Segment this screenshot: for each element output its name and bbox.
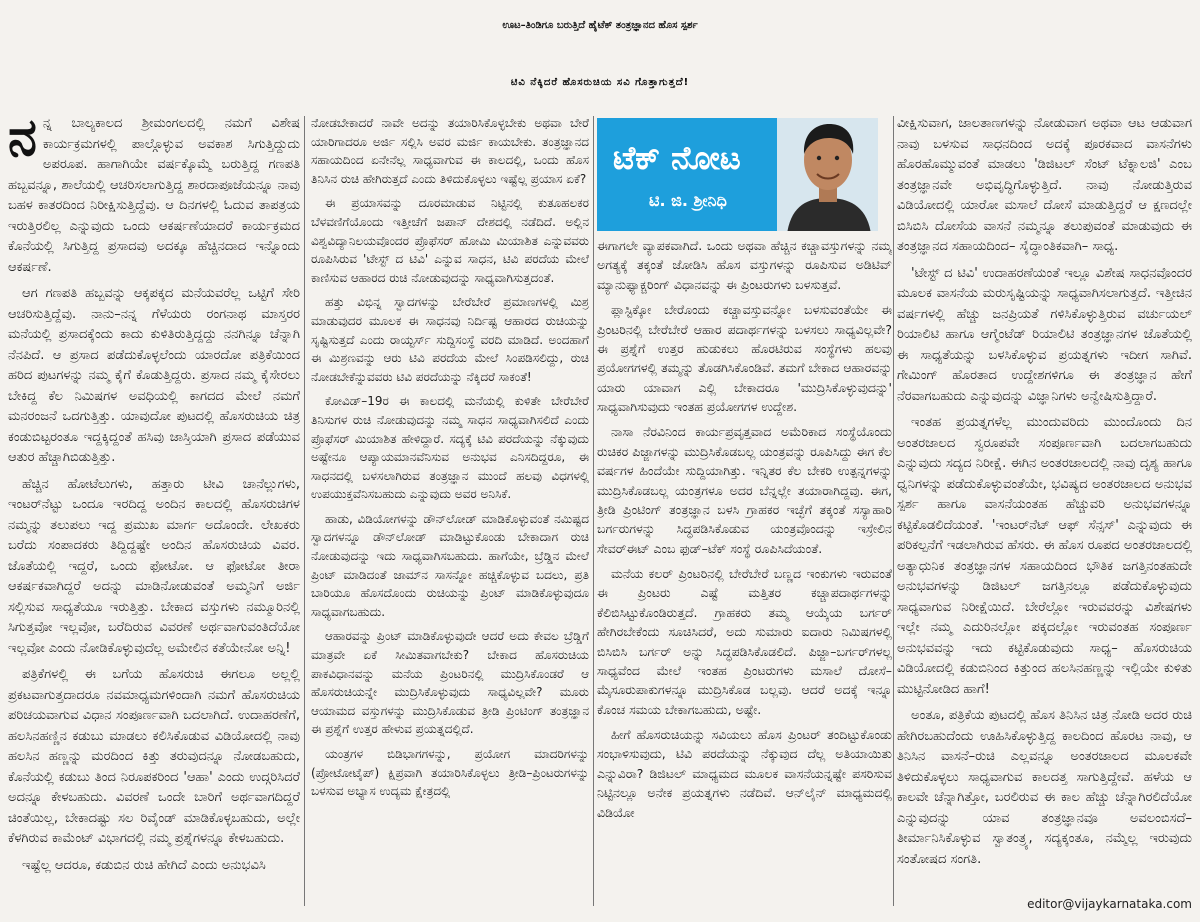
tech-column-banner bbox=[597, 118, 878, 231]
drop-cap: ನ bbox=[8, 114, 37, 168]
article-paragraph: ಇಂತಹ ಪ್ರಯತ್ನಗಳೆಲ್ಲ ಮುಂದುವರಿದು ಮುಂದೊಂದು ದಿನ ಅಂತರಜಾಲದ ಸ್ವರೂಪವೇ ಸಂಪೂರ್ಣವಾಗಿ ಬದಲಾಗಬಹುದು ಎನ್ನುವುದು ಸದ್ಯದ ನಿರೀಕ್ಷೆ. ಈಗಿನ ಅಂತರಜಾಲದಲ್ಲಿ ನಾವು ದೃಶ್ಯ ಹಾಗೂ ಧ್ವನಿಗಳನ್ನು ಪಡೆದುಕೊಳ್ಳುವಂತೆಯೇ, ಭವಿಷ್ಯದ ಅಂತರಜಾಲದ ಅನುಭವ ಸ್ಪರ್ಶ ಹಾಗೂ ವಾಸನೆಯಂತಹ ಹೆಚ್ಚುವರಿ ಅನುಭವಗಳನ್ನೂ ಕಟ್ಟಿಕೊಡಲಿದೆಯಂತೆ. 'ಇಂಟರ್‌ನೆಟ್ ಆಫ್ ಸೆನ್ಸಸ್' ಎನ್ನುವುದು ಈ ಪರಿಕಲ್ಪನೆಗೆ ಇಡಲಾಗಿರುವ ಹೆಸರು. ಈ ಹೊಸ ರೂಪದ ಅಂತರಜಾಲದಲ್ಲಿ ಅತ್ಯಾಧುನಿಕ ತಂತ್ರಜ್ಞಾನಗಳ ಸಹಾಯದಿಂದ ಭೌತಿಕ ಜಗತ್ತಿನಂತಹುದೇ ಅನುಭವಗಳನ್ನು ಡಿಜಿಟಲ್ ಜಗತ್ತಿನಲ್ಲೂ ಪಡೆದುಕೊಳ್ಳುವುದು ಸಾಧ್ಯವಾಗುವ ನಿರೀಕ್ಷೆಯಿದೆ. ಬೇರೆಲ್ಲೋ ಇರುವವರನ್ನು ವಿಶೇಷಗಳು ಇಲ್ಲೇ ನಮ್ಮ ಎದುರಿನಲ್ಲೋ ಪಕ್ಕದಲ್ಲೋ ಇರುವಂತಹ ಸಂಪೂರ್ಣ ಅನುಭವವನ್ನು ಇದು ಕಟ್ಟಿಕೊಡುವುದು ಸಾಧ್ಯ– ಹೊಸರುಚಿಯ ವಿಡಿಯೋದಲ್ಲಿ ಕಡುಬಿನಿಂದ ಕಿತ್ತುಂದ ಹಲಸಿನಹಣ್ಣನ್ನು ಇಲ್ಲಿಯೇ ಕುಳಿತು ಮುಟ್ಟಿನೋಡಿದ ಹಾಗೆ! bbox=[897, 415, 1192, 697]
article-paragraph: ಹತ್ತು ವಿಭಿನ್ನ ಸ್ವಾದಗಳನ್ನು ಬೇರೆಬೇರೆ ಪ್ರಮಾಣಗಳಲ್ಲಿ ಮಿಶ್ರ ಮಾಡುವುದರ ಮೂಲಕ ಈ ಸಾಧನವು ನಿರ್ದಿಷ್ಟ ಆಹಾರದ ರುಚಿಯನ್ನು ಸೃಷ್ಟಿಸುತ್ತದೆ ಎಂದು ರಾಯ್ಟರ್ಸ್ ಸುದ್ದಿಸಂಸ್ಥೆ ವರದಿ ಮಾಡಿದೆ. ಅಂದಹಾಗೆ ಈ ಮಿಶ್ರಣವನ್ನು ಆರು ಟಿವಿ ಪರದೆಯ ಮೇಲೆ ಸಿಂಪಡಿಸಲಿದ್ದು, ರುಚಿ ನೋಡಬೇಕೆನ್ನುವವರು ಟಿವಿ ಪರದೆಯನ್ನು ನೆಕ್ಕಿದರೆ ಸಾಕಂತೆ! bbox=[311, 295, 589, 384]
column-label: ಟೆಕ್ ನೋಟ bbox=[613, 139, 741, 177]
column-divider bbox=[304, 116, 305, 906]
author-email: editor@vijaykarnataka.com bbox=[1027, 897, 1192, 911]
article-paragraph: ವೀಕ್ಷಿಸುವಾಗ, ಜಾಲತಾಣಗಳನ್ನು ನೋಡುವಾಗ ಅಥವಾ ಆಟ ಆಡುವಾಗ ನಾವು ಬಳಸುವ ಸಾಧನದಿಂದ ಅದಕ್ಕೆ ಪೂರಕವಾದ ವಾಸನೆಗಳು ಹೊರಹೊಮ್ಮುವಂತೆ ಮಾಡಲು 'ಡಿಜಿಟಲ್ ಸೆಂಟ್ ಟೆಕ್ನಾಲಜಿ' ಎಂಬ ತಂತ್ರಜ್ಞಾನವೇ ಅಭಿವೃದ್ಧಿಗೊಳ್ಳುತ್ತಿದೆ. ನಾವು ನೋಡುತ್ತಿರುವ ವಿಡಿಯೋದಲ್ಲಿ ಯಾರೋ ಮಸಾಲೆ ದೋಸೆ ಮಾಡುತ್ತಿದ್ದರೆ ಆ ಕ್ಷಣದಲ್ಲೇ ಬಿಸಿಬಿಸಿ ದೋಸೆಯ ವಾಸನೆ ನಮ್ಮನ್ನೂ ತಲುಪುವಂತೆ ಮಾಡುವುದು ಈ ತಂತ್ರಜ್ಞಾನದ ಸಹಾಯದಿಂದ– ಸೈದ್ಧಾಂತಿಕವಾಗಿ– ಸಾಧ್ಯ. bbox=[897, 116, 1192, 254]
author-photo bbox=[777, 118, 878, 231]
article-paragraph: ಹೆಚ್ಚಿನ ಹೋಟೆಲುಗಳು, ಹತ್ತಾರು ಟೀವಿ ಚಾನೆಲ್ಲುಗಳು, ಇಂಟರ್‌ನೆಟ್ಟು ಒಂದೂ ಇರದಿದ್ದ ಅಂದಿನ ಕಾಲದಲ್ಲಿ ಹೊಸರುಚಿಗಳ ನಮ್ಮನ್ನು ತಲುಪಲು ಇದ್ದ ಪ್ರಮುಖ ಮಾರ್ಗ ಅದೊಂದೇ. ಲೇಖಕರು ಬರೆದು ಸಂಪಾದಕರು ತಿದ್ದಿದ್ದಷ್ಟೇ ಅಂದಿನ ಹೊಸರುಚಿಯ ವಿವರ. ಜೊತೆಯಲ್ಲಿ ಇದ್ದರೆ, ಒಂದು ಫೋಟೋ. ಆ ಫೋಟೋ ತೀರಾ ಆಕರ್ಷಕವಾಗಿದ್ದರೆ ಅದನ್ನು ಮಾಡಿನೋಡುವಂತೆ ಅಮ್ಮನಿಗೆ ಅರ್ಜಿ ಸಲ್ಲಿಸುವ ಸಾಧ್ಯತೆಯೂ ಇರುತ್ತಿತ್ತು. ಬೇಕಾದ ವಸ್ತುಗಳು ನಮ್ಮೂರಿನಲ್ಲಿ ಸಿಗುತ್ತವೋ ಇಲ್ಲವೋ, ಬರೆದಿರುವ ವಿವರಣೆ ಅರ್ಥವಾಗುವಂತಿದೆಯೋ ಇಲ್ಲವೋ ಎಂದು ನೋಡಿಕೊಳ್ಳುವುದೆಲ್ಲ ಅಮೇಲಿನ ಕತೆಯೇನೋ ಅನ್ನಿ! bbox=[8, 476, 300, 656]
article-column-2 bbox=[311, 114, 589, 906]
article-column-1 bbox=[8, 114, 300, 906]
article-headline: ಟಿವಿ ನೆಕ್ಕಿದರೆ ಹೊಸರುಚಿಯ ಸವಿ ಗೊತ್ತಾಗುತ್ತದೆ! bbox=[510, 77, 690, 88]
article-paragraph: ಹೀಗೆ ಹೊಸರುಚಿಯನ್ನು ಸವಿಯಲು ಹೊಸ ಪ್ರಿಂಟರ್ ತಂದಿಟ್ಟುಕೊಂಡು ಸಂಭಾಳಿಸುವುದು, ಟಿವಿ ಪರದೆಯನ್ನು ನೆಕ್ಕುವುದ ದೆಲ್ಲ ಅತಿಯಾಯಿತು ಎನ್ನುವಿರಾ? ಡಿಜಿಟಲ್ ಮಾಧ್ಯಮದ ಮೂಲಕ ವಾಸನೆಯನ್ನಷ್ಟೇ ಪಸರಿಸುವ ನಿಟ್ಟಿನಲ್ಲೂ ಅನೇಕ ಪ್ರಯತ್ನಗಳು ನಡೆದಿವೆ. ಆನ್‌ಲೈನ್ ಮಾಧ್ಯಮದಲ್ಲಿ ವಿಡಿಯೋ bbox=[597, 727, 892, 820]
article-paragraph: ಯಂತ್ರಗಳ ಬಿಡಿಭಾಗಗಳನ್ನು, ಪ್ರಯೋಗ ಮಾದರಿಗಳನ್ನು (ಪ್ರೋಟೋಟೈಪ್) ಕ್ಷಿಪ್ರವಾಗಿ ತಯಾರಿಸಿಕೊಳ್ಳಲು ತ್ರೀಡಿ–ಪ್ರಿಂಟರುಗಳನ್ನು ಬಳಸುವ ಅಭ್ಯಾಸ ಉದ್ಯಮ ಕ್ಷೇತ್ರದಲ್ಲಿ bbox=[311, 747, 589, 799]
article-paragraph: ಆಗ ಗಣಪತಿ ಹಬ್ಬವನ್ನು ಆಕ್ಕಪಕ್ಕದ ಮನೆಯವರೆಲ್ಲ ಒಟ್ಟಿಗೆ ಸೇರಿ ಆಚರಿಸುತ್ತಿದ್ದೆವು. ನಾನು–ನನ್ನ ಗೆಳೆಯರು ರಂಗನಾಥ ಮಾಸ್ತರರ ಮನೆಯಲ್ಲಿ ಪ್ರಸಾದಕ್ಕೆಂದು ಕಾದು ಕುಳಿತಿರುತ್ತಿದ್ದದ್ದು ನನಗಿನ್ನೂ ಚೆನ್ನಾಗಿ ನೆನಪಿದೆ. ಆ ಪ್ರಸಾದ ಪಡೆದುಕೊಳ್ಳಲೆಂದು ಯಾರದೋ ಪತ್ರಿಕೆಯಿಂದ ಹರಿದ ಪುಟಗಳನ್ನು ನಮ್ಮ ಕೈಗೆ ಕೊಡುತ್ತಿದ್ದರು. ಪ್ರಸಾದ ನಮ್ಮ ಕೈಸೇರಲು ಬೇಕಿದ್ದ ಕೆಲ ನಿಮಿಷಗಳ ಅವಧಿಯಲ್ಲಿ ಕಾಗದದ ಮೇಲೆ ನಮಗೆ ಮನರಂಜನೆ ಒದಗುತ್ತಿತ್ತು. ಯಾವುದೋ ಪುಟದಲ್ಲಿ ಹೊಸರುಚಿಯ ಚಿತ್ರ ಕಂಡುಬಿಟ್ಟರಂತೂ ಇದ್ದಕ್ಕಿದ್ದಂತೆ ಹಸಿವು ಜಾಸ್ತಿಯಾಗಿ ಪ್ರಸಾದ ಪಡೆಯುವ ಆತುರ ಹೆಚ್ಚಾಗಿಬಿಡುತ್ತಿತ್ತು. bbox=[8, 286, 300, 465]
article-paragraph: ಕೋವಿಡ್–19ರ ಈ ಕಾಲದಲ್ಲಿ ಮನೆಯಲ್ಲಿ ಕುಳಿತೇ ಬೇರೆಬೇರೆ ತಿನಿಸುಗಳ ರುಚಿ ನೋಡುವುದನ್ನು ನಮ್ಮ ಸಾಧನ ಸಾಧ್ಯವಾಗಿಸಲಿದೆ ಎಂದು ಪ್ರೊಫೆಸರ್ ಮಿಯಾಶಿತ ಹೇಳಿದ್ದಾರೆ. ಸದ್ಯಕ್ಕೆ ಟಿವಿ ಪರದೆಯನ್ನು ನೆಕ್ಕುವುದು ಅಷ್ಟೇನೂ ಆಪ್ಯಾಯಮಾನವೆನಿಸುವ ಅನುಭವ ಎನಿಸದಿದ್ದರೂ, ಈ ಸಾಧನದಲ್ಲಿ ಬಳಸಲಾಗಿರುವ ತಂತ್ರಜ್ಞಾನ ಮುಂದೆ ಹಲವು ವಿಧಗಳಲ್ಲಿ ಉಪಯುಕ್ತವೆನಿಸಬಹುದು ಎನ್ನುವುದು ಅವರ ಅನಿಸಿಕೆ. bbox=[311, 394, 589, 502]
author-byline: ಟಿ. ಜಿ. ಶ್ರೀನಿಧಿ bbox=[649, 191, 727, 210]
article-paragraph: ಇಷ್ಟೆಲ್ಲ ಆದರೂ, ಕಡುಬಿನ ರುಚಿ ಹೇಗಿದೆ ಎಂದು ಅನುಭವಿಸಿ bbox=[22, 857, 266, 873]
column-divider bbox=[593, 116, 594, 906]
article-column-4 bbox=[897, 114, 1192, 906]
article-paragraph: ಅಂತೂ, ಪತ್ರಿಕೆಯ ಪುಟದಲ್ಲಿ ಹೊಸ ತಿನಿಸಿನ ಚಿತ್ರ ನೋಡಿ ಅದರ ರುಚಿ ಹೇಗಿರಬಹುದೆಂದು ಊಹಿಸಿಕೊಳ್ಳುತ್ತಿದ್ದ ಕಾಲದಿಂದ ಹೊರಟ ನಾವು, ಆ ತಿನಿಸಿನ ವಾಸನೆ–ರುಚಿ ಎಲ್ಲವನ್ನೂ ಅಂತರಜಾಲದ ಮೂಲಕವೇ ತಿಳಿದುಕೊಳ್ಳಲು ಸಾಧ್ಯವಾಗುವ ಕಾಲದತ್ತ ಸಾಗುತ್ತಿದ್ದೇವೆ. ಹಳೆಯ ಆ ಕಾಲವೇ ಚೆನ್ನಾಗಿತ್ತೋ, ಬರಲಿರುವ ಈ ಕಾಲ ಹೆಚ್ಚು ಚೆನ್ನಾಗಿರಲಿದೆಯೋ ಎನ್ನುವುದನ್ನು ಯಾವ ತಂತ್ರಜ್ಞಾನವೂ ಅವಲಂಬಿಸದೆ– ತೀರ್ಮಾನಿಸಿಕೊಳ್ಳುವ ಸ್ವಾತಂತ್ರ್ಯ, ಸದ್ಯಕ್ಕಂತೂ, ನಮ್ಮೆಲ್ಲ ಇರುವುದು ಸಂತೋಷದ ಸಂಗತಿ. bbox=[897, 708, 1192, 867]
article-paragraph: ಈ ಪ್ರಯಾಸವನ್ನು ದೂರಮಾಡುವ ನಿಟ್ಟಿನಲ್ಲಿ ಕುತೂಹಲಕರ ಬೆಳವಣಿಗೆಯೊಂದು ಇತ್ತೀಚೆಗೆ ಜಪಾನ್ ದೇಶದಲ್ಲಿ ನಡೆದಿದೆ. ಅಲ್ಲಿನ ವಿಶ್ವವಿದ್ಯಾನಿಲಯವೊಂದರ ಪ್ರೊಫೆಸರ್ ಹೋಮಿ ಮಿಯಾಶಿತ ಎನ್ನುವವರು ರೂಪಿಸಿರುವ 'ಟೇಸ್ಟ್ ದ ಟಿವಿ' ಎನ್ನುವ ಸಾಧನ, ಟಿವಿ ಪರದೆಯ ಮೇಲೆ ಕಾಣಿಸುವ ಆಹಾರದ ರುಚಿ ನೋಡುವುದನ್ನು ಸಾಧ್ಯವಾಗಿಸುತ್ತದಂತೆ. bbox=[311, 196, 589, 285]
column-divider bbox=[893, 116, 894, 906]
article-kicker: ಊಟ–ತಿಂಡಿಗೂ ಬರುತ್ತಿದೆ ಹೈಟೆಕ್ ತಂತ್ರಜ್ಞಾನದ ಹೊಸ ಸ್ಪರ್ಶ bbox=[502, 20, 698, 31]
article-paragraph: ಆಹಾರವನ್ನು ಪ್ರಿಂಟ್ ಮಾಡಿಕೊಳ್ಳುವುದೇ ಆದರೆ ಅದು ಕೇವಲ ಬ್ರೆಡ್ಡಿಗೆ ಮಾತ್ರವೇ ಏಕೆ ಸೀಮಿತವಾಗಬೇಕು? ಬೇಕಾದ ಹೊಸರುಚಿಯ ಪಾಕವಿಧಾನವನ್ನು ಮನೆಯ ಪ್ರಿಂಟರಿನಲ್ಲಿ ಮುದ್ರಿಸಿಕೊಂಡರೆ ಆ ಹೊಸರುಚಿಯನ್ನೇ ಮುದ್ರಿಸಿಕೊಳ್ಳುವುದು ಸಾಧ್ಯವಿಲ್ಲವೇ? ಮೂರು ಆಯಾಮದ ವಸ್ತುಗಳನ್ನು ಮುದ್ರಿಸಿಕೊಡುವ ತ್ರೀಡಿ ಪ್ರಿಂಟಿಂಗ್ ತಂತ್ರಜ್ಞಾನ ಈ ಪ್ರಶ್ನೆಗೆ ಉತ್ತರ ಹೇಳುವ ಪ್ರಯತ್ನದಲ್ಲಿದೆ. bbox=[311, 629, 589, 737]
article-paragraph: ನಾಸಾ ನೆರವಿನಿಂದ ಕಾರ್ಯಪ್ರವೃತ್ತವಾದ ಅಮೆರಿಕಾದ ಸಂಸ್ಥೆಯೊಂದು ರುಚಿಕರ ಪಿಜ್ಜಾಗಳನ್ನು ಮುದ್ರಿಸಿಕೊಡಬಲ್ಲ ಯಂತ್ರವನ್ನು ರೂಪಿಸಿದ್ದು ಈಗ ಕೆಲ ವರ್ಷಗಳ ಹಿಂದೆಯೇ ಸುದ್ದಿಯಾಗಿತ್ತು. ಇನ್ನಿತರ ಕೆಲ ಬೇಕರಿ ಉತ್ಪನ್ನಗಳನ್ನು ಮುದ್ರಿಸಿಕೊಡಬಲ್ಲ ಯಂತ್ರಗಳೂ ಅದರ ಬೆನ್ನಲ್ಲೇ ತಯಾರಾಗಿದ್ದವು. ಈಗ, ತ್ರೀಡಿ ಪ್ರಿಂಟಿಂಗ್ ತಂತ್ರಜ್ಞಾನ ಬಳಸಿ ಗ್ರಾಹಕರ ಇಚ್ಛೆಗೆ ತಕ್ಕಂತೆ ಸಸ್ಯಾಹಾರಿ ಬರ್ಗರುಗಳನ್ನು ಸಿದ್ಧಪಡಿಸಿಕೊಡುವ ಯಂತ್ರವೊಂದನ್ನು ಇಸ್ರೇಲಿನ ಸೇವರ್‌ಈಟ್ ಎಂಬ ಫುಡ್–ಟೆಕ್ ಸಂಸ್ಥೆ ರೂಪಿಸಿದೆಯಂತೆ. bbox=[597, 424, 892, 556]
article-paragraph: ಮನೆಯ ಕಲರ್ ಪ್ರಿಂಟರಿನಲ್ಲಿ ಬೇರೆಬೇರೆ ಬಣ್ಣದ ಇಂಕುಗಳು ಇರುವಂತೆ ಈ ಪ್ರಿಂಟರು ಎಷ್ಟೆ ಮತ್ತಿತರ ಕಚ್ಚಾಪದಾರ್ಥಗಳನ್ನು ಕೆಲಿಬಿಸಿಟ್ಟುಕೊಂಡಿರುತ್ತದೆ. ಗ್ರಾಹಕರು ತಮ್ಮ ಆಯ್ಕೆಯ ಬರ್ಗರ್ ಹೇಗಿರಬೇಕೆಂದು ಸೂಚಿಸಿದರೆ, ಅದು ಸುಮಾರು ಐದಾರು ನಿಮಿಷಗಳಲ್ಲಿ ಬಿಸಿಬಿಸಿ ಬರ್ಗರ್ ಅನ್ನು ಸಿದ್ಧಪಡಿಸಿಕೊಡಲಿದೆ. ಪಿಜ್ಜಾ–ಬರ್ಗರ್‌ಗಳಲ್ಲ ಸಾಧ್ಯವೆಂದ ಮೇಲೆ ಇಂತಹ ಪ್ರಿಂಟರುಗಳು ಮಸಾಲೆ ದೋಸೆ– ಮೈಸೂರುಪಾಕುಗಳನ್ನೂ ಮುದ್ರಿಸಿಕೊಡ ಬಲ್ಲವು. ಆದರೆ ಅದಕ್ಕೆ ಇನ್ನೂ ಕೊಂಚ ಸಮಯ ಬೇಕಾಗಬಹುದು, ಅಷ್ಟೇ. bbox=[597, 566, 892, 717]
article-paragraph: ನನ್ನ ಬಾಲ್ಯಕಾಲದ ಶ್ರೀಮಂಗಲದಲ್ಲಿ ನಮಗೆ ವಿಶೇಷ ಕಾರ್ಯಕ್ರಮಗಳಲ್ಲಿ ಪಾಲ್ಗೊಳ್ಳುವ ಅವಕಾಶ ಸಿಗುತ್ತಿದ್ದುದು ಅಪರೂಪ. ಹಾಗಾಗಿಯೇ ವರ್ಷಕ್ಕೊಮ್ಮೆ ಬರುತ್ತಿದ್ದ ಗಣಪತಿ ಹಬ್ಬವನ್ನೂ, ಶಾಲೆಯಲ್ಲಿ ಆಚರಿಸಲಾಗುತ್ತಿದ್ದ ಶಾರದಾಪೂಜೆಯನ್ನೂ ನಾವು ಬಹಳ ಕಾತರದಿಂದ ನಿರೀಕ್ಷಿಸುತ್ತಿದ್ದೆವು. ಆ ದಿನಗಳಲ್ಲಿ ಓದುವ ತಾಪತ್ರಯ ಇರುತ್ತಿರಲಿಲ್ಲ ಎನ್ನುವುದು ಒಂದು ಆಕರ್ಷಣೆಯಾದರೆ ಕಾರ್ಯಕ್ರಮದ ಕೊನೆಯಲ್ಲಿ ಸಿಗುತ್ತಿದ್ದ ಪ್ರಸಾದವು ಅದಕ್ಕೂ ಹೆಚ್ಚಿನದಾದ ಇನ್ನೊಂದು ಆಕರ್ಷಣೆ. bbox=[8, 114, 300, 275]
article-paragraph: ಈಗಾಗಲೇ ವ್ಯಾಪಕವಾಗಿದೆ. ಒಂದು ಅಥವಾ ಹೆಚ್ಚಿನ ಕಚ್ಚಾವಸ್ತುಗಳನ್ನು ನಮ್ಮ ಅಗತ್ಯಕ್ಕೆ ತಕ್ಕಂತೆ ಜೋಡಿಸಿ ಹೊಸ ವಸ್ತುಗಳನ್ನು ರೂಪಿಸುವ ಅಡಿಟಿವ್ ಮ್ಯಾನುಫ್ಯಾಕ್ಚರಿಂಗ್ ವಿಧಾನವನ್ನು ಈ ಪ್ರಿಂಟರುಗಳು ಬಳಸುತ್ತವೆ. bbox=[597, 238, 892, 292]
article-column-3 bbox=[597, 236, 892, 906]
article-paragraph: ಹಾಡು, ವಿಡಿಯೋಗಳನ್ನು ಡೌನ್‌ಲೋಡ್ ಮಾಡಿಕೊಳ್ಳುವಂತೆ ನಮಿಷ್ಟದ ಸ್ವಾದಗಳನ್ನೂ ಡೌನ್‌ಲೋಡ್ ಮಾಡಿಟ್ಟುಕೊಂಡು ಬೇಕಾದಾಗ ರುಚಿ ನೋಡುವುದನ್ನು ಇದು ಸಾಧ್ಯವಾಗಿಸಬಹುದು. ಹಾಗೆಯೇ, ಬ್ರೆಡ್ಡಿನ ಮೇಲೆ ಪ್ರಿಂಟ್ ಮಾಡಿದಂತೆ ಜಾಮ್‌ನ ಸಾಸನ್ನೋ ಹಚ್ಚಿಕೊಳ್ಳುವ ಬದಲು, ಪ್ರತಿ ಬಾರಿಯೂ ಹೊಸದೊಂದು ರುಚಿಯನ್ನು ಪ್ರಿಂಟ್ ಮಾಡಿಕೊಳ್ಳುವುದೂ ಸಾಧ್ಯವಾಗಬಹುದು. bbox=[311, 511, 589, 619]
article-paragraph: ಪತ್ರಿಕೆಗಳಲ್ಲಿ ಈ ಬಗೆಯ ಹೊಸರುಚಿ ಈಗಲೂ ಅಲ್ಲಲ್ಲಿ ಪ್ರಕಟವಾಗುತ್ತದಾದರೂ ನವಮಾಧ್ಯಮಗಳಿಂದಾಗಿ ನಮಗೆ ಹೊಸರುಚಿಯ ಪರಿಚಯವಾಗುವ ವಿಧಾನ ಸಂಪೂರ್ಣವಾಗಿ ಬದಲಾಗಿದೆ. ಉದಾಹರಣೆಗೆ, ಹಲಸಿನಹಣ್ಣಿನ ಕಡುಬು ಮಾಡಲು ಕಲಿಸಿಕೊಡುವ ವಿಡಿಯೋದಲ್ಲಿ ನಾವು ಹಲಸಿನ ಹಣ್ಣನ್ನು ಮರದಿಂದ ಕಿತ್ತು ತರುವುದನ್ನೂ ನೋಡಬಹುದು, ಕೊನೆಯಲ್ಲಿ ಕಡುಬು ತಿಂದ ನಿರೂಪಕರಿಂದ 'ಆಹಾ' ಎಂದು ಉದ್ಗರಿಸಿದರೆ ಅದನ್ನೂ ಕೇಳಬಹುದು. ವಿವರಣೆ ಒಂದೇ ಬಾರಿಗೆ ಅರ್ಥವಾಗದಿದ್ದರೆ ಚಿಂತೆಯಿಲ್ಲ, ಬೇಕಾದಷ್ಟು ಸಲ ರಿವೈಂಡ್ ಮಾಡಿಕೊಳ್ಳಬಹುದು, ಅಲ್ಲೇ ಕೆಳಗಿರುವ ಕಾಮೆಂಟ್ ವಿಭಾಗದಲ್ಲಿ ನಮ್ಮ ಪ್ರಶ್ನೆಗಳನ್ನೂ ಕೇಳಬಹುದು. bbox=[8, 667, 300, 846]
article-paragraph: ನೋಡಬೇಕಾದರೆ ನಾವೇ ಅದನ್ನು ತಯಾರಿಸಿಕೊಳ್ಳಬೇಕು ಅಥವಾ ಬೇರೆ ಯಾರಿಗಾದರೂ ಅರ್ಜಿ ಸಲ್ಲಿಸಿ ಅವರ ಮರ್ಜಿ ಕಾಯಬೇಕು. ತಂತ್ರಜ್ಞಾನದ ಸಹಾಯದಿಂದ ಏನೇನೆಲ್ಲ ಸಾಧ್ಯವಾಗುವ ಈ ಕಾಲದಲ್ಲಿ, ಒಂದು ಹೊಸ ತಿನಿಸಿನ ರುಚಿ ಹೇಗಿರುತ್ತದೆ ಎಂದು ತಿಳಿದುಕೊಳ್ಳಲು ಇಷ್ಟೆಲ್ಲ ಪ್ರಯಾಸ ಏಕೆ? bbox=[311, 116, 589, 186]
article-paragraph: 'ಟೇಸ್ಟ್ ದ ಟಿವಿ' ಉದಾಹರಣೆಯಂತೆ ಇಲ್ಲೂ ವಿಶೇಷ ಸಾಧನವೊಂದರ ಮೂಲಕ ವಾಸನೆಯ ಮರುಸೃಷ್ಟಿಯನ್ನು ಸಾಧ್ಯವಾಗಿಸಲಾಗುತ್ತದೆ. ಇತ್ತೀಚಿನ ವರ್ಷಗಳಲ್ಲಿ ಹೆಚ್ಚು ಜನಪ್ರಿಯತೆ ಗಳಿಸಿಕೊಳ್ಳುತ್ತಿರುವ ವರ್ಚುಯಲ್ ರಿಯಾಲಿಟಿ ಹಾಗೂ ಆಗ್ಮೆಂಟೆಡ್ ರಿಯಾಲಿಟಿ ತಂತ್ರಜ್ಞಾನಗಳ ಜೊತೆಯಲ್ಲಿ ಈ ಸಾಧ್ಯತೆಯನ್ನು ಬಳಸಿಕೊಳ್ಳುವ ಪ್ರಯತ್ನಗಳು ಇದೀಗ ಸಾಗಿವೆ. ಗೇಮಿಂಗ್ ಹೊರತಾದ ಉದ್ದೇಶಗಳಿಗೂ ಈ ತಂತ್ರಜ್ಞಾನ ಹೇಗೆ ನೆರವಾಗಬಹುದು ಎನ್ನುವುದನ್ನು ವಿಜ್ಞಾನಿಗಳು ಅನ್ವೇಷಿಸುತ್ತಿದ್ದಾರೆ. bbox=[897, 265, 1192, 404]
article-paragraph: ಪ್ಲಾಸ್ಟಿಕ್ಕೋ ಬೇರೊಂದು ಕಚ್ಚಾವಸ್ತುವನ್ನೋ ಬಳಸುವಂತೆಯೇ ಈ ಪ್ರಿಂಟರಿನಲ್ಲಿ ಬೇರೆಬೇರೆ ಆಹಾರ ಪದಾರ್ಥಗಳನ್ನು ಬಳಸಲು ಸಾಧ್ಯವಿಲ್ಲವೇ? ಈ ಪ್ರಶ್ನೆಗೆ ಉತ್ತರ ಹುಡುಕಲು ಹೊರಟಿರುವ ಸಂಸ್ಥೆಗಳು ಹಲವು ಪ್ರಯೋಗಗಳಲ್ಲಿ ತಮ್ಮನ್ನು ತೊಡಗಿಸಿಕೊಂಡಿವೆ. ತಮಗೆ ಬೇಕಾದ ಆಹಾರವನ್ನು ಯಾರು ಯಾವಾಗ ಎಲ್ಲಿ ಬೇಕಾದರೂ 'ಮುದ್ರಿಸಿಕೊಳ್ಳುವುದನ್ನು' ಸಾಧ್ಯವಾಗಿಸುವುದು ಇಂತಹ ಪ್ರಯೋಗಗಳ ಉದ್ದೇಶ. bbox=[597, 302, 892, 414]
